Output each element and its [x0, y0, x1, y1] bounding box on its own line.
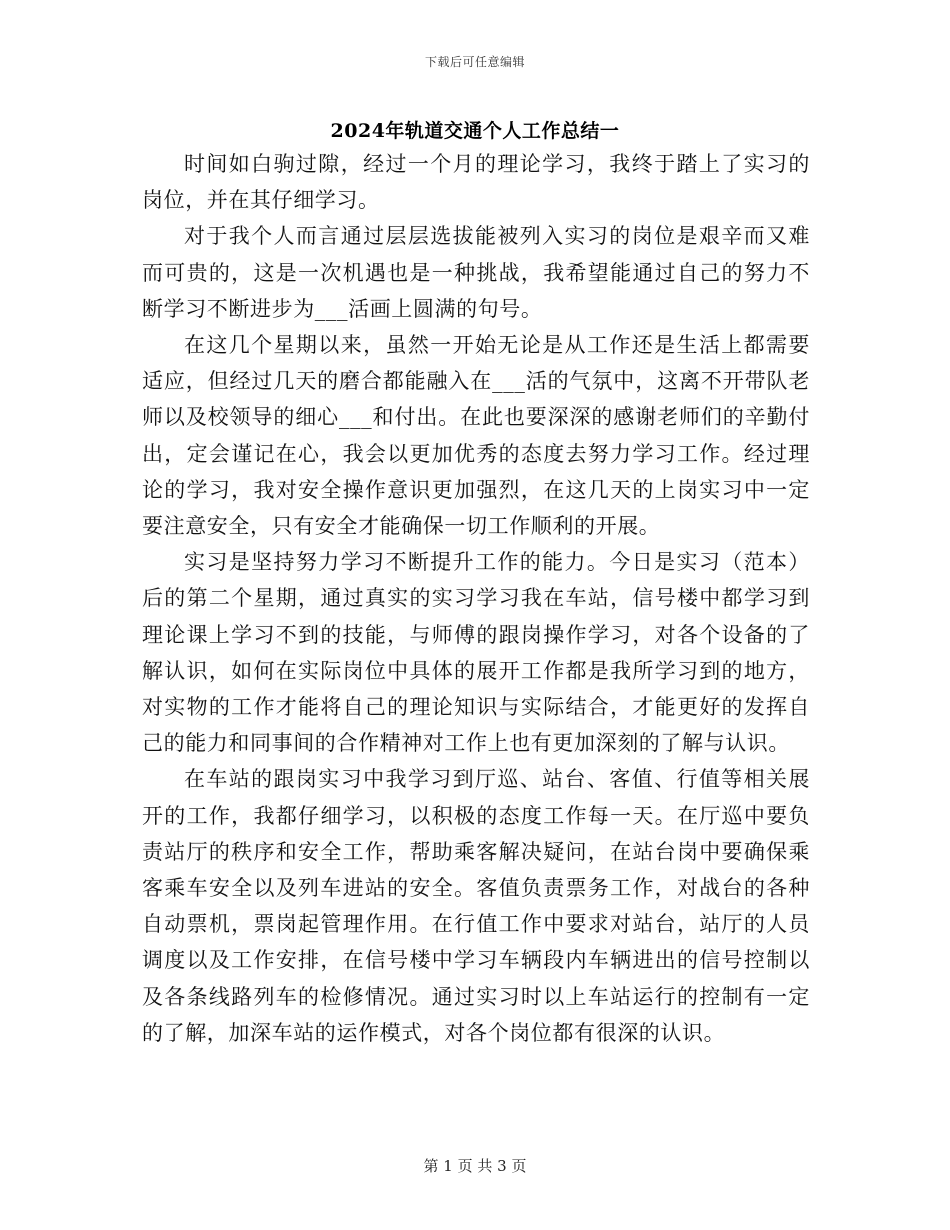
paragraph-1: 时间如白驹过隙，经过一个月的理论学习，我终于踏上了实习的岗位，并在其仔细学习。 — [142, 152, 810, 213]
paragraph-5: 在车站的跟岗实习中我学习到厅巡、站台、客值、行值等相关展开的工作，我都仔细学习，以积极的态度工作每一天。在厅巡中要负责站厅的秩序和安全工作，帮助乘客解决疑问，在站台岗中要确保乘客乘车安全以及列车进站的安全。客值负责票务工作，对战台的各种自动票机，票岗起管理作用。在行值工作中要求对站台，站厅的人员调度以及工作安排，在信号楼中学习车辆段内车辆进出的信号控制以及各条线路列车的检修情况。通过实习时以上车站运行的控制有一定的了解，加深车站的运作模式，对各个岗位都有很深的认识。 — [142, 767, 810, 1045]
document-title: 2024年轨道交通个人工作总结一 — [330, 120, 620, 142]
header-note: 下载后可任意编辑 — [424, 55, 525, 69]
paragraph-2: 对于我个人而言通过层层选拔能被列入实习的岗位是艰辛而又难而可贵的，这是一次机遇也是一种挑战，我希望能通过自己的努力不断学习不断进步为___活画上圆满的句号。 — [142, 224, 810, 321]
page-footer: 第 1 页 共 3 页 — [423, 1157, 527, 1175]
paragraph-3: 在这几个星期以来，虽然一开始无论是从工作还是生活上都需要适应，但经过几天的磨合都能融入在___活的气氛中，这离不开带队老师以及校领导的细心___和付出。在此也要深深的感谢老师们的辛勤付出，定会谨记在心，我会以更加优秀的态度去努力学习工作。经过理论的学习，我对安全操作意识更加强烈，在这几天的上岗实习中一定要注意安全，只有安全才能确保一切工作顺利的开展。 — [142, 333, 810, 539]
paragraph-4: 实习是坚持努力学习不断提升工作的能力。今日是实习（范本）后的第二个星期，通过真实的实习学习我在车站，信号楼中都学习到理论课上学习不到的技能，与师傅的跟岗操作学习，对各个设备的了解认识，如何在实际岗位中具体的展开工作都是我所学习到的地方，对实物的工作才能将自己的理论知识与实际结合，才能更好的发挥自己的能力和同事间的合作精神对工作上也有更加深刻的了解与认识。 — [142, 550, 810, 756]
document-body — [142, 146, 810, 1051]
